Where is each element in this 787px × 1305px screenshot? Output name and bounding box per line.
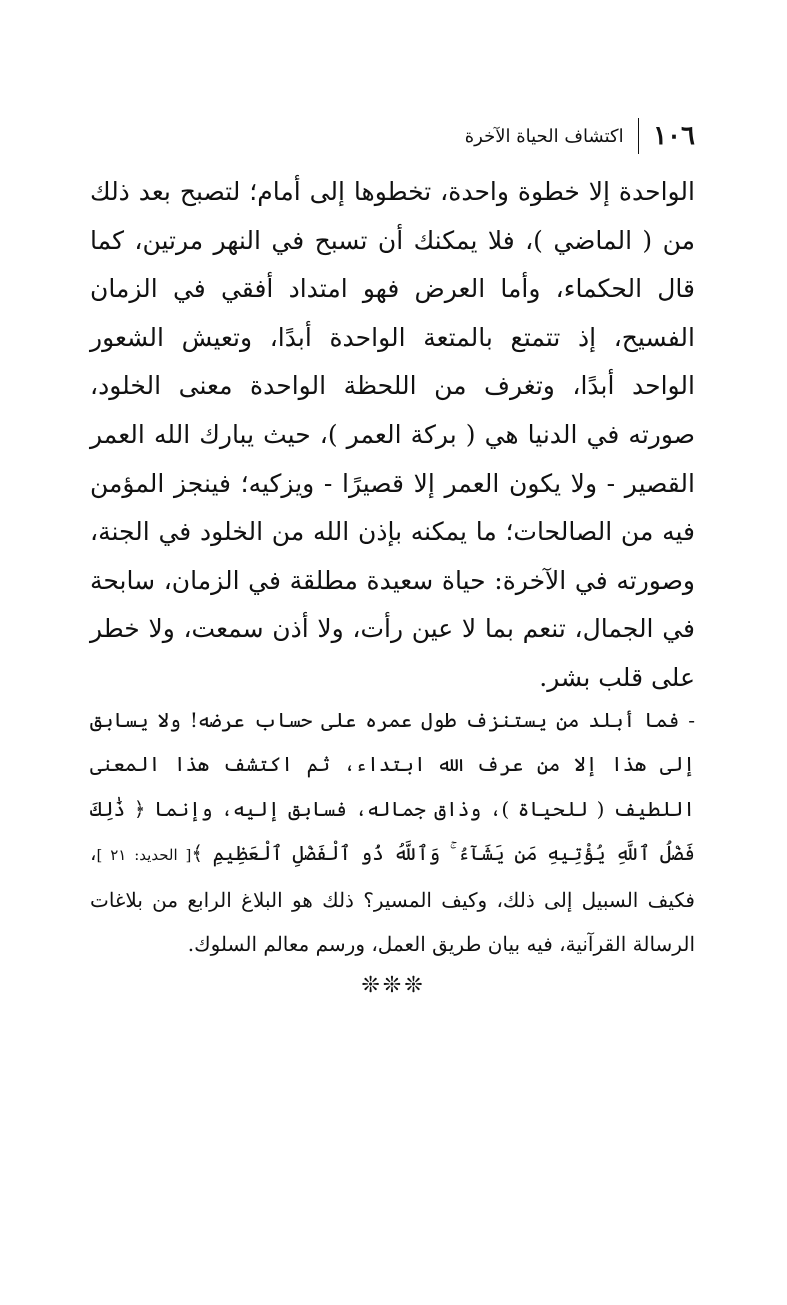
page-header xyxy=(465,118,695,154)
body-paragraph-1: الواحدة إلا خطوة واحدة، تخطوها إلى أمام؛ لتصبح بعد ذلك من ( الماضي )، فلا يمكنك أن تسبح في النهر مرتين، كما قال الحكماء، وأما العرض فهو امتداد أفقي في الزمان الفسيح، إذ تتمتع بالمتعة الواحدة أبدًا، وتعيش الشعور الواحد أبدًا، وتغرف من اللحظة الواحدة معنى الخلود، صورته في الدنيا هي ( بركة العمر )، حيث يبارك الله العمر القصير - ولا يكون العمر إلا قصيرًا - ويزكيه؛ فينجز المؤمن فيه من الصالحات؛ ما يمكنه بإذن الله من الخلود في الجنة، وصورته في الآخرة: حياة سعيدة مطلقة في الزمان، سابحة في الجمال، تنعم بما لا عين رأت، ولا أذن سمعت، ولا خطر على قلب بشر. xyxy=(90,177,695,692)
quran-verse: ﴿ ذَٰلِكَ فَضْلُ ٱللَّهِ يُؤْتِيهِ مَن يَشَآءُ ۚ وَٱللَّهُ ذُو ٱلْفَضْلِ ٱلْعَظِيمِ ﴾ xyxy=(90,796,696,866)
body-paragraph-2 xyxy=(90,698,695,966)
header-divider xyxy=(638,118,640,154)
section-divider-asterisks: ❊❊❊ xyxy=(361,973,426,998)
running-title: اكتشاف الحياة الآخرة xyxy=(464,125,624,147)
page-number: ١٠٦ xyxy=(653,121,695,151)
paragraph-2-text-start: - فما أبلد من يستنزف طول عمره على حساب عرضه! ولا يسابق إلى هذا إلا من عرف الله ابتداء، ثم اكتشف هذا المعنى اللطيف ( للحياة )، وذاق جماله، فسابق إليه، وإنما xyxy=(90,708,696,821)
paragraph-2-text-end: ، فكيف السبيل إلى ذلك، وكيف المسير؟ ذلك هو البلاغ الرابع من بلاغات الرسالة القرآنية، فيه بيان طريق العمل، ورسم معالم السلوك. xyxy=(90,841,695,957)
verse-reference: [ الحديد: ٢١ ] xyxy=(96,846,192,865)
